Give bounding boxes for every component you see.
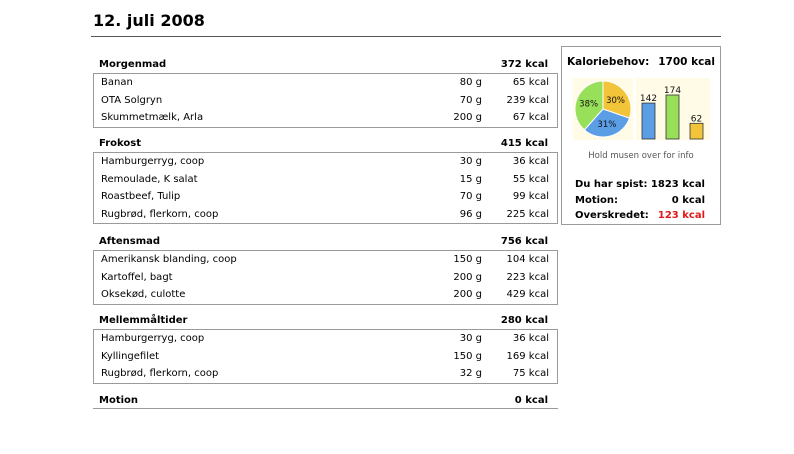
eaten-value: 1823 kcal <box>650 179 705 190</box>
bar-label: 142 <box>639 94 658 105</box>
food-amount: 70 g <box>459 191 482 202</box>
food-list <box>93 152 558 224</box>
meal-name: Motion <box>99 395 139 406</box>
calorie-need-value: 1700 kcal <box>658 56 715 68</box>
food-name: Hamburgerryg, coop <box>101 156 205 167</box>
title-divider <box>91 36 721 37</box>
food-amount: 150 g <box>453 350 482 362</box>
food-amount: 70 g <box>459 94 482 106</box>
food-amount: 30 g <box>459 156 482 167</box>
food-name: Skummetmælk, Arla <box>101 112 204 123</box>
meal-section-mellemmaltider <box>93 312 558 384</box>
hover-hint: Hold musen over for info <box>588 151 694 161</box>
food-row[interactable] <box>94 206 557 224</box>
food-row[interactable] <box>94 109 557 127</box>
food-list <box>93 250 558 305</box>
food-amount: 200 g <box>453 112 482 123</box>
food-row[interactable] <box>94 153 557 171</box>
meal-name: Aftensmad <box>99 236 161 247</box>
food-list <box>93 73 558 128</box>
eaten-row <box>575 179 705 190</box>
food-amount: 96 g <box>459 208 482 220</box>
meal-name: Frokost <box>99 138 141 149</box>
food-row[interactable] <box>94 286 557 304</box>
food-row[interactable] <box>94 251 557 269</box>
meal-section-frokost <box>93 135 558 224</box>
food-kcal: 104 kcal <box>506 254 549 265</box>
food-name: OTA Solgryn <box>101 94 163 106</box>
food-amount: 32 g <box>459 368 482 379</box>
meal-total-kcal: 0 kcal <box>514 395 548 406</box>
food-name: Oksekød, culotte <box>101 289 186 300</box>
pie-label: 30% <box>606 96 625 107</box>
meal-total-kcal: 372 kcal <box>500 59 548 70</box>
food-kcal: 65 kcal <box>512 77 549 88</box>
food-amount: 200 g <box>453 289 482 300</box>
motion-value: 0 kcal <box>671 195 705 206</box>
food-kcal: 429 kcal <box>506 289 549 300</box>
food-row[interactable] <box>94 74 557 92</box>
food-kcal: 36 kcal <box>512 156 549 167</box>
food-kcal: 55 kcal <box>512 173 549 185</box>
food-row[interactable] <box>94 330 557 348</box>
food-kcal: 225 kcal <box>506 208 549 220</box>
food-kcal: 99 kcal <box>512 191 549 202</box>
meal-total-kcal: 415 kcal <box>500 138 548 149</box>
meal-header <box>93 56 558 73</box>
food-kcal: 169 kcal <box>506 350 549 362</box>
bar[interactable] <box>666 95 679 139</box>
food-row[interactable] <box>94 171 557 189</box>
bar-label: 174 <box>663 86 682 96</box>
meal-header <box>93 135 558 152</box>
calorie-summary-panel <box>561 46 721 225</box>
bar[interactable] <box>642 103 655 139</box>
food-kcal: 239 kcal <box>506 94 549 106</box>
motion-row <box>575 195 705 206</box>
food-name: Hamburgerryg, coop <box>101 333 205 344</box>
food-amount: 150 g <box>453 254 482 265</box>
meal-section-aftensmad <box>93 233 558 305</box>
food-row[interactable] <box>94 188 557 206</box>
food-kcal: 36 kcal <box>512 333 549 344</box>
bar[interactable] <box>690 123 703 139</box>
over-label: Overskredet: <box>575 210 649 221</box>
food-name: Rugbrød, flerkorn, coop <box>101 208 219 220</box>
meal-name: Morgenmad <box>99 59 167 70</box>
bar-label: 62 <box>690 114 703 125</box>
food-name: Remoulade, K salat <box>101 173 198 185</box>
food-name: Kartoffel, bagt <box>101 271 173 283</box>
food-name: Rugbrød, flerkorn, coop <box>101 368 219 379</box>
motion-label: Motion: <box>575 195 619 206</box>
page-title: 12. juli 2008 <box>93 11 205 30</box>
food-kcal: 67 kcal <box>512 112 549 123</box>
meal-section-morgenmad <box>93 56 558 128</box>
calorie-need-label: Kaloriebehov: <box>567 56 650 68</box>
meal-section-motion <box>93 392 558 409</box>
meal-header <box>93 312 558 329</box>
food-list <box>93 329 558 384</box>
food-name: Amerikansk blanding, coop <box>101 254 237 265</box>
food-amount: 30 g <box>459 333 482 344</box>
meal-name: Mellemmåltider <box>99 315 188 326</box>
food-row[interactable] <box>94 348 557 366</box>
pie-label: 38% <box>579 99 599 110</box>
food-amount: 15 g <box>459 173 482 185</box>
meal-total-kcal: 756 kcal <box>500 236 548 247</box>
food-row[interactable] <box>94 365 557 383</box>
food-amount: 200 g <box>453 271 482 283</box>
food-kcal: 75 kcal <box>512 368 549 379</box>
pie-label: 31% <box>597 119 617 130</box>
over-value: 123 kcal <box>657 210 705 221</box>
food-name: Banan <box>101 77 133 88</box>
over-row <box>575 210 705 221</box>
eaten-label: Du har spist: <box>575 179 648 190</box>
food-amount: 80 g <box>459 77 482 88</box>
meal-header <box>93 233 558 250</box>
calorie-chart[interactable] <box>572 77 712 147</box>
meal-total-kcal: 280 kcal <box>500 315 548 326</box>
meal-header <box>93 392 558 409</box>
food-kcal: 223 kcal <box>506 271 549 283</box>
food-row[interactable] <box>94 269 557 287</box>
food-name: Roastbeef, Tulip <box>101 191 181 202</box>
motion-divider <box>93 408 558 409</box>
food-row[interactable] <box>94 92 557 110</box>
food-name: Kyllingefilet <box>101 350 160 362</box>
